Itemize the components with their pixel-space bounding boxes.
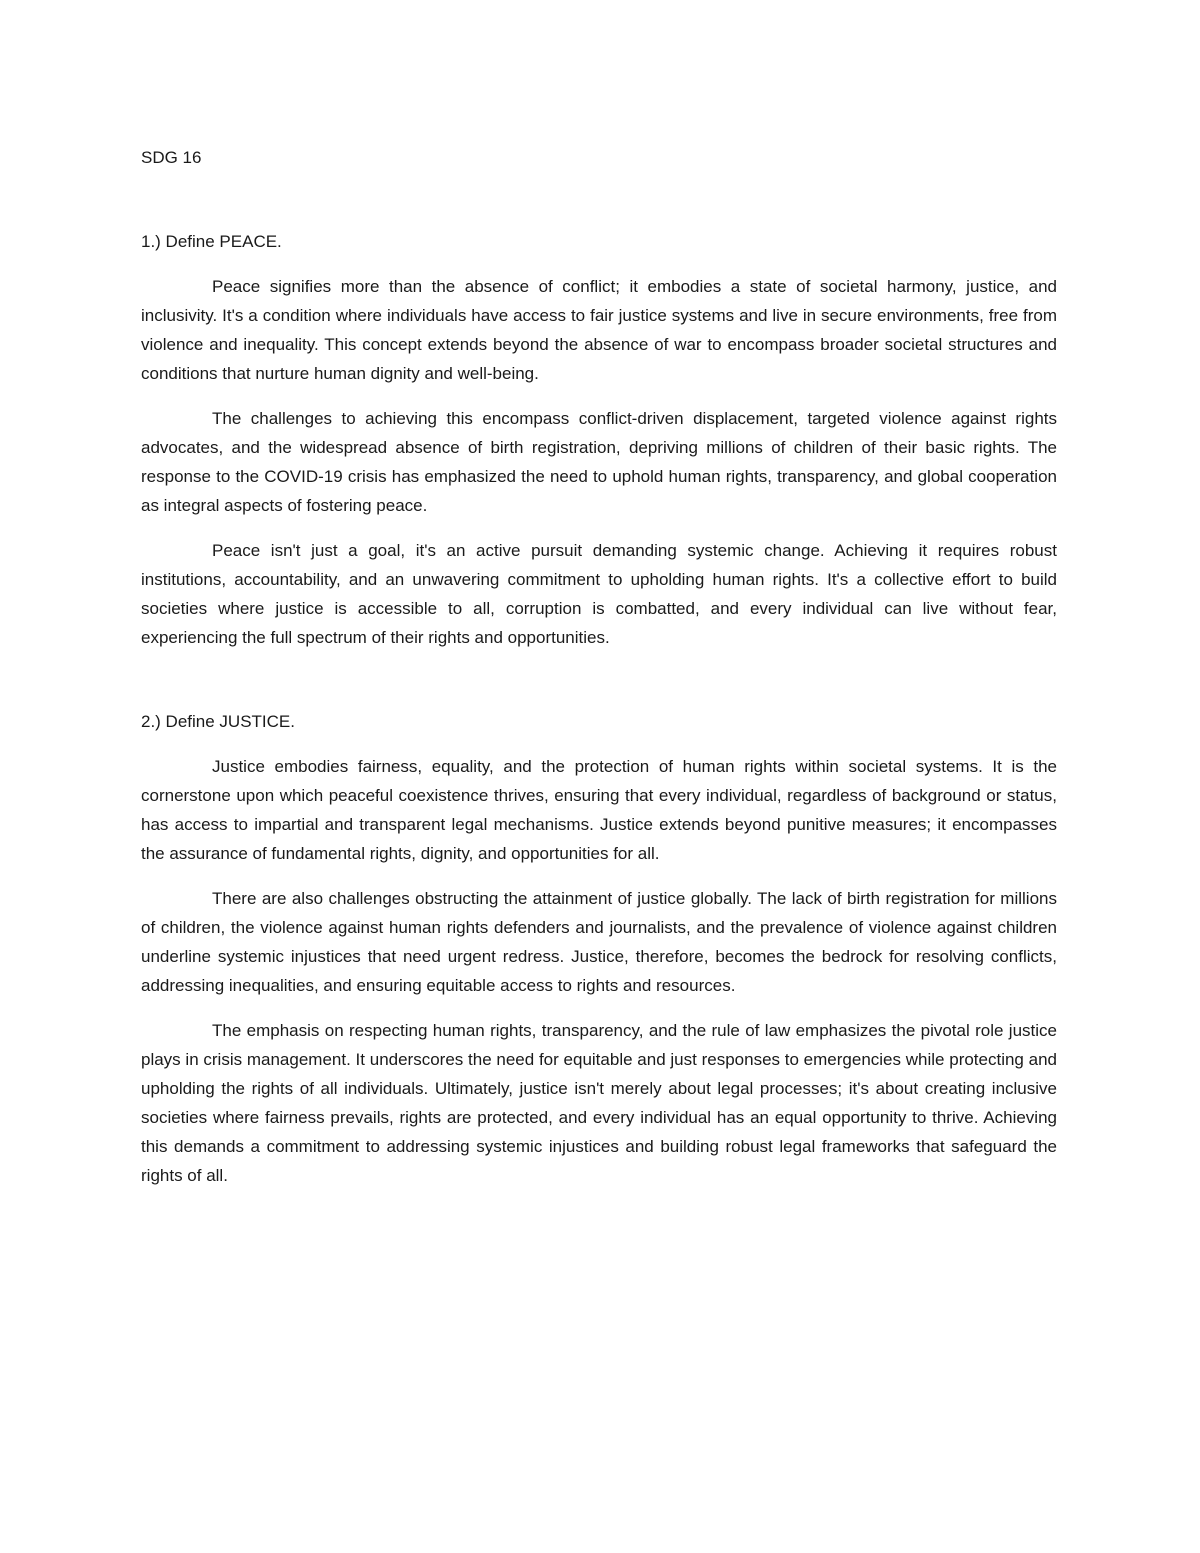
- paragraph: The emphasis on respecting human rights, transparency, and the rule of law emphasizes the pivotal role justice plays in crisis management. It underscores the need for equitable and just responses to emergencies while protecting and upholding the rights of all individuals. Ultimately, justice isn't merely about legal processes; it's about creating inclusive societies where fairness prevails, rights are protected, and every individual has an equal opportunity to thrive. Achieving this demands a commitment to addressing systemic injustices and building robust legal frameworks that safeguard the rights of all.: [141, 1021, 1057, 1185]
- section-heading-peace: 1.) Define PEACE.: [141, 232, 282, 251]
- section-heading-justice: 2.) Define JUSTICE.: [141, 712, 295, 731]
- paragraph: Peace isn't just a goal, it's an active pursuit demanding systemic change. Achieving it requires robust institutions, accountability, and an unwavering commitment to upholding human rights. It's a collective effort to build societies where justice is accessible to all, corruption is combatted, and every individual can live without fear, experiencing the full spectrum of their rights and opportunities.: [141, 541, 1057, 647]
- paragraph: The challenges to achieving this encompass conflict-driven displacement, targeted violence against rights advocates, and the widespread absence of birth registration, depriving millions of children of their basic rights. The response to the COVID-19 crisis has emphasized the need to uphold human rights, transparency, and global cooperation as integral aspects of fostering peace.: [141, 409, 1057, 515]
- paragraph: There are also challenges obstructing the attainment of justice globally. The lack of birth registration for millions of children, the violence against human rights defenders and journalists, and the prevalence of violence against children underline systemic injustices that need urgent redress. Justice, therefore, becomes the bedrock for resolving conflicts, addressing inequalities, and ensuring equitable access to rights and resources.: [141, 889, 1057, 995]
- section-peace: [141, 227, 1057, 652]
- paragraph: Peace signifies more than the absence of conflict; it embodies a state of societal harmony, justice, and inclusivity. It's a condition where individuals have access to fair justice systems and live in secure environments, free from violence and inequality. This concept extends beyond the absence of war to encompass broader societal structures and conditions that nurture human dignity and well-being.: [141, 277, 1057, 383]
- section-justice: [141, 707, 1057, 1190]
- document-page: [141, 143, 1057, 1190]
- document-title: SDG 16: [141, 148, 202, 167]
- paragraph: Justice embodies fairness, equality, and the protection of human rights within societal systems. It is the cornerstone upon which peaceful coexistence thrives, ensuring that every individual, regardless of background or status, has access to impartial and transparent legal mechanisms. Justice extends beyond punitive measures; it encompasses the assurance of fundamental rights, dignity, and opportunities for all.: [141, 757, 1057, 863]
